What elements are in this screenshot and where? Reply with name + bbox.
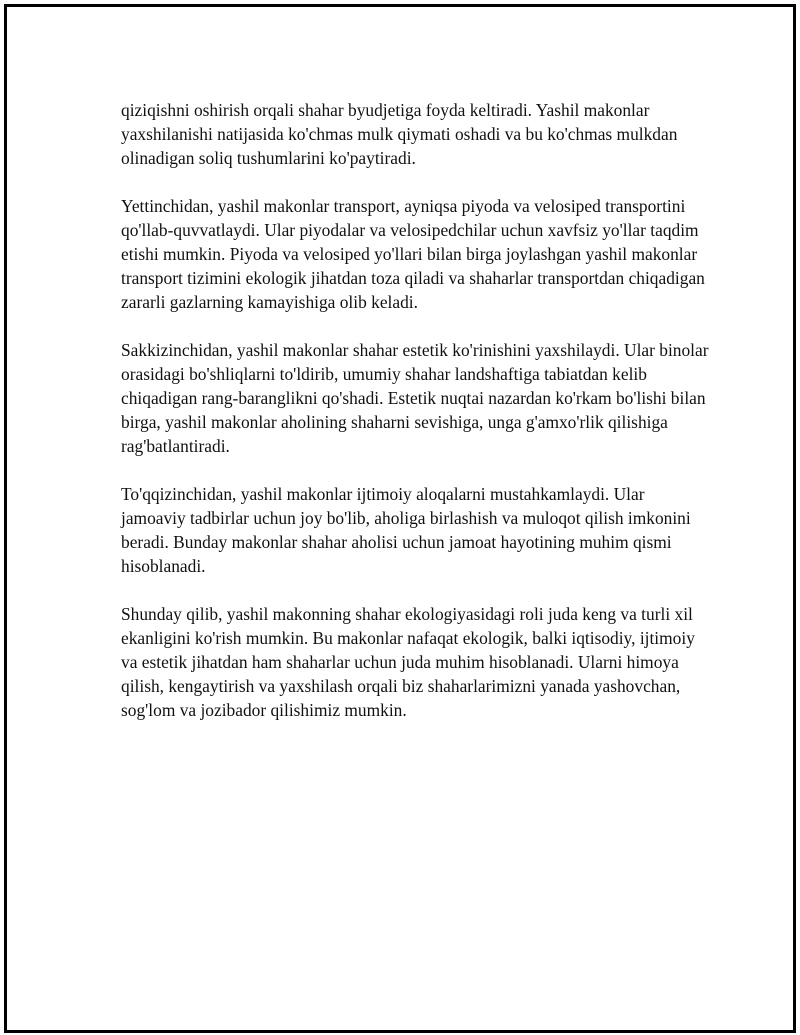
document-page — [4, 4, 796, 1033]
paragraph-seventh: Yettinchidan, yashil makonlar transport, ayniqsa piyoda va velosiped transportini qo'llab-quvvatlaydi. Ular piyodalar va velosipedchilar uchun xavfsiz yo'llar taqdim etishi mumkin. Piyoda va velosiped yo'llari bilan birga joylashgan yashil makonlar transport tizimini ekologik jihatdan toza qiladi va shaharlar transportdan chiqadigan zararli gazlarning kamayishiga olib keladi. — [121, 196, 705, 312]
paragraph-ninth: To'qqizinchidan, yashil makonlar ijtimoiy aloqalarni mustahkamlaydi. Ular jamoaviy tadbirlar uchun joy bo'lib, aholiga birlashish va muloqot qilish imkonini beradi. Bunday makonlar shahar aholisi uchun jamoat hayotining muhim qismi hisoblanadi. — [121, 484, 691, 576]
paragraph-eighth: Sakkizinchidan, yashil makonlar shahar estetik ko'rinishini yaxshilaydi. Ular binolar orasidagi bo'shliqlarni to'ldirib, umumiy shahar landshaftiga tabiatdan kelib chiqadigan rang-baranglikni qo'shadi. Estetik nuqtai nazardan ko'rkam bo'lishi bilan birga, yashil makonlar aholining shaharni sevishiga, unga g'amxo'rlik qilishiga rag'batlantiradi. — [121, 340, 709, 456]
paragraph-continuation: qiziqishni oshirish orqali shahar byudjetiga foyda keltiradi. Yashil makonlar yaxshilanishi natijasida ko'chmas mulk qiymati oshadi va bu ko'chmas mulkdan olinadigan soliq tushumlarini ko'paytiradi. — [121, 100, 678, 168]
document-body — [121, 98, 711, 746]
paragraph-conclusion: Shunday qilib, yashil makonning shahar ekologiyasidagi roli juda keng va turli xil ekanligini ko'rish mumkin. Bu makonlar nafaqat ekologik, balki iqtisodiy, ijtimoiy va estetik jihatdan ham shaharlar uchun juda muhim hisoblanadi. Ularni himoya qilish, kengaytirish va yaxshilash orqali biz shaharlarimizni yanada yashovchan, sog'lom va jozibador qilishimiz mumkin. — [121, 604, 695, 720]
